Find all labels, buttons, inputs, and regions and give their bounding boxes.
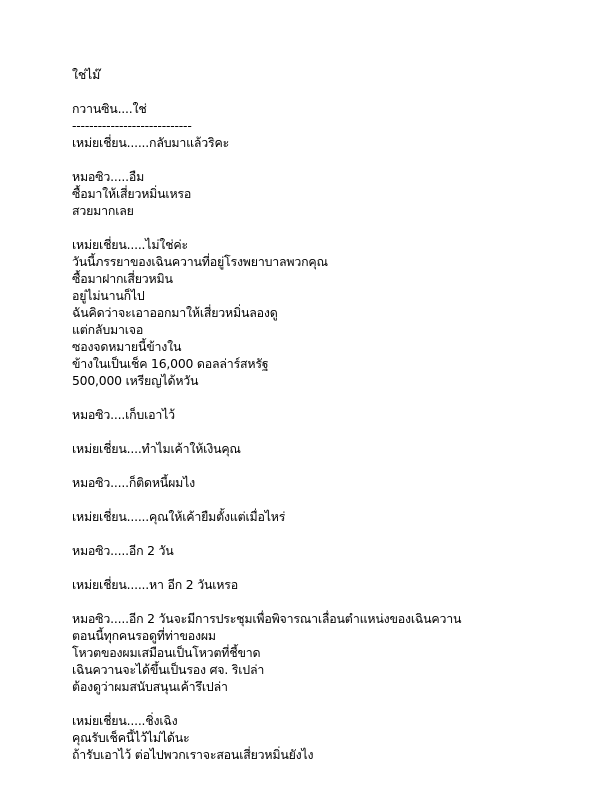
text-line: เหม่ยเชี่ยน.....ชิ่งเฉิง xyxy=(72,713,178,728)
blank-line xyxy=(72,389,572,406)
text-line: ถ้ารับเอาไว้ ต่อไปพวกเราจะสอนเสี่ยวหมิ่นยังไง xyxy=(72,747,314,762)
blank-line xyxy=(72,151,572,168)
text-line: ฉันคิดว่าจะเอาออกมาให้เสี่ยวหมิ่นลองดู xyxy=(72,305,278,320)
blank-line xyxy=(72,525,572,542)
text-line: ซื้อมาฝากเสี่ยวหมิน xyxy=(72,271,173,286)
text-line: เฉินควานจะได้ขึ้นเป็นรอง ศจ. ริเปล่า xyxy=(72,662,265,677)
text-line: หมอซิว.....อืม xyxy=(72,169,145,184)
blank-line xyxy=(72,423,572,440)
text-line: ซองจดหมายนี้ข้างใน xyxy=(72,339,182,354)
text-line: หมอซิว....เก็บเอาไว้ xyxy=(72,407,175,422)
text-line: ใช่ไม๊ xyxy=(72,67,101,82)
text-line: ตอนนี้ทุกคนรอดูที่ท่าของผม xyxy=(72,628,216,643)
text-line: คุณรับเช็คนี้ไว้ไม่ได้นะ xyxy=(72,730,190,745)
blank-line xyxy=(72,593,572,610)
blank-line xyxy=(72,491,572,508)
text-line: อยู่ไม่นานก็ไป xyxy=(72,288,145,303)
text-line: กวานซิน....ใช่ xyxy=(72,101,147,116)
blank-line xyxy=(72,695,572,712)
text-line: เหม่ยเชี่ยน......หา อีก 2 วันเหรอ xyxy=(72,577,238,592)
text-line: เหม่ยเชี่ยน......คุณให้เค้ายืมตั้งแต่เมื่อไหร่ xyxy=(72,509,286,524)
text-line: เหม่ยเชี่ยน....ทำไมเค้าให้เงินคุณ xyxy=(72,441,241,456)
blank-line xyxy=(72,83,572,100)
text-line: หมอซิว.....อีก 2 วัน xyxy=(72,543,174,558)
text-line: หมอซิว.....อีก 2 วันจะมีการประชุมเพื่อพิจารณาเลื่อนตำแหน่งของเฉินควาน xyxy=(72,611,462,626)
blank-line xyxy=(72,457,572,474)
document-body xyxy=(72,66,572,763)
separator-line: ---------------------------- xyxy=(72,118,192,133)
text-line: ข้างในเป็นเช็ค 16,000 ดอลล่าร์สหรัฐ xyxy=(72,356,269,371)
text-line: วันนี้ภรรยาของเฉินควานที่อยู่โรงพยาบาลพวกคุณ xyxy=(72,254,328,269)
blank-line xyxy=(72,559,572,576)
text-line: โหวตของผมเสมือนเป็นโหวตที่ชี้ขาด xyxy=(72,645,261,660)
blank-line xyxy=(72,219,572,236)
text-line: สวยมากเลย xyxy=(72,203,134,218)
text-line: เหม่ยเชี่ยน.....ไม่ใช่ค่ะ xyxy=(72,237,188,252)
text-line: ต้องดูว่าผมสนับสนุนเค้ารึเปล่า xyxy=(72,679,228,694)
text-line: หมอซิว.....ก็ติดหนี้ผมไง xyxy=(72,475,195,490)
text-line: แต่กลับมาเจอ xyxy=(72,322,144,337)
text-line: ซื้อมาให้เสี่ยวหมิ่นเหรอ xyxy=(72,186,192,201)
text-line: 500,000 เหรียญได้หวัน xyxy=(72,373,199,388)
text-line: เหม่ยเชี่ยน......กลับมาแล้วริคะ xyxy=(72,135,230,150)
